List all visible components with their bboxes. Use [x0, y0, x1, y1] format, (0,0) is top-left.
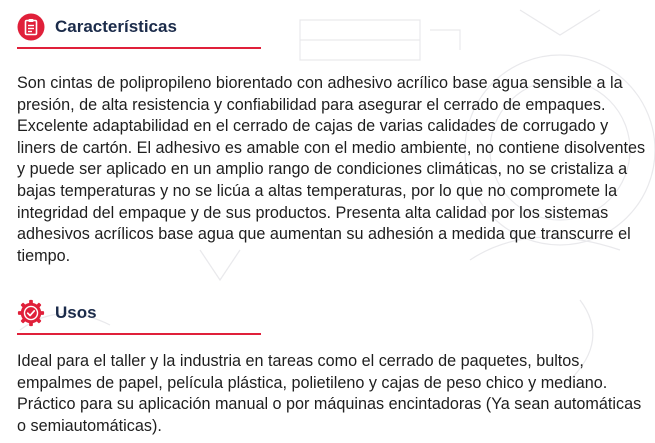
- section-divider: [17, 47, 261, 49]
- section-caracteristicas: [17, 12, 647, 267]
- section-title: Características: [55, 17, 177, 36]
- section-header: [17, 12, 647, 42]
- clipboard-list-icon: [17, 13, 45, 41]
- section-header: [17, 298, 647, 328]
- gear-check-icon: [17, 299, 45, 327]
- section-body-text: Son cintas de polipropileno biorentado con adhesivo acrílico base agua sensible a la presión, de alta resistencia y confiabilidad para asegurar el cerrado de empaques. Excelente adaptabilidad en el cerrado de cajas de varias calidades de corrugado y liners de cartón. El adhesivo es amable con el medio ambiente, no contiene disolventes y puede ser aplicado en un amplio rango de condiciones climáticas, no se cristaliza a bajas temperaturas y no se licúa a altas temperaturas, por lo que no compromete la integridad del empaque y de sus productos. Presenta alta calidad por los sistemas adhesivos acrílicos base agua que aumentan su adhesión a medida que transcurre el tiempo.: [17, 74, 646, 265]
- section-body-text: Ideal para el taller y la industria en tareas como el cerrado de paquetes, bultos, empalmes de papel, película plástica, polietileno y cajas de peso chico y mediano. Práctico para su aplicación manual o por máquinas encintadoras (Ya sean automáticas o semiautomáticas).: [17, 352, 642, 435]
- section-usos: [17, 298, 647, 437]
- section-divider: [17, 333, 261, 335]
- section-title: Usos: [55, 303, 97, 322]
